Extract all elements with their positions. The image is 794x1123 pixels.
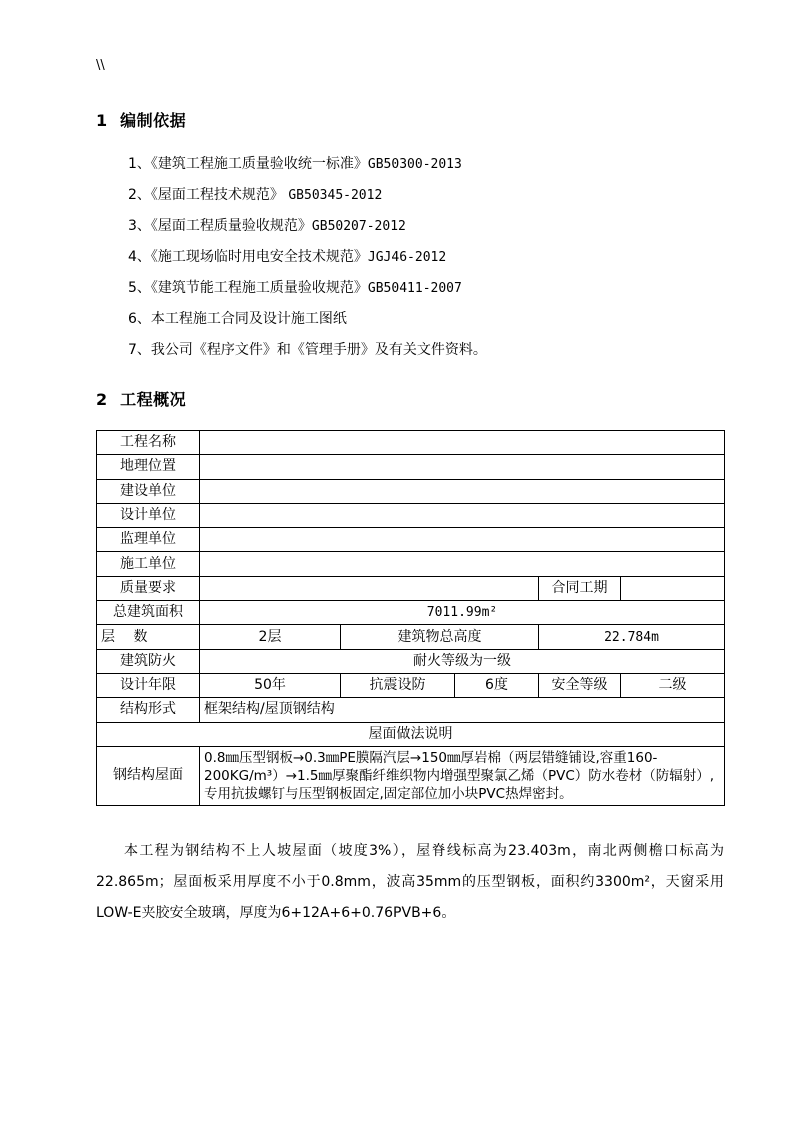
height-value: 22.784m: [539, 625, 725, 649]
contractor-label: 施工单位: [97, 552, 200, 576]
project-summary-paragraph: 本工程为钢结构不上人坡屋面（坡度3%），屋脊线标高为23.403m，南北两侧檐口标高为22.865m；屋面板采用厚度不小于0.8mm，波高35mm的压型钢板，面积约3300m²，天窗采用LOW-E夹胶安全玻璃，厚度为6+12A+6+0.76PVB+6。: [96, 843, 724, 921]
reference-code: GB50207-2012: [311, 219, 406, 234]
seismic-value: 6度: [455, 673, 539, 697]
section-2-title: 工程概况: [120, 390, 187, 409]
structure-label: 结构形式: [97, 698, 200, 722]
design-life-label: 设计年限: [97, 673, 200, 697]
area-label: 总建筑面积: [97, 601, 200, 625]
reference-code: GB50345-2012: [288, 188, 383, 203]
project-name-label: 工程名称: [97, 431, 200, 455]
roof-section-header: 屋面做法说明: [97, 722, 725, 746]
reference-item: [128, 309, 487, 340]
reference-text: 2、《屋面工程技术规范》: [128, 187, 289, 203]
reference-code: JGJ46-2012: [367, 250, 447, 265]
duration-label: 合同工期: [539, 576, 621, 600]
roof-description: 0.8㎜压型钢板→0.3㎜PE膜隔汽层→150㎜厚岩棉（两层错缝铺设,容重160-200KG/m³）→1.5㎜厚聚酯纤维织物内增强型聚氯乙烯（PVC）防水卷材（防辐射）,专用抗拔螺钉与压型钢板固定,固定部位加小块PVC热焊密封。: [200, 746, 725, 805]
table-row: [97, 673, 725, 697]
table-row: [97, 625, 725, 649]
section-1-heading: [96, 108, 186, 131]
reference-code: GB50411-2007: [367, 281, 462, 296]
structure-value: 框架结构/屋顶钢结构: [200, 698, 725, 722]
design-life-value: 50年: [200, 673, 341, 697]
owner-label: 建设单位: [97, 479, 200, 503]
area-value: 7011.99m²: [200, 601, 725, 625]
table-row: [97, 698, 725, 722]
designer-label: 设计单位: [97, 503, 200, 527]
location-value: [200, 455, 725, 479]
reference-text: 6、本工程施工合同及设计施工图纸: [128, 311, 347, 327]
reference-item: [128, 154, 487, 185]
reference-item: [128, 247, 487, 278]
reference-text: 1、《建筑工程施工质量验收统一标准》: [128, 156, 368, 172]
reference-item: [128, 340, 487, 371]
roof-label: 钢结构屋面: [97, 746, 200, 805]
reference-item: [128, 185, 487, 216]
floors-label: 层 数: [97, 625, 200, 649]
safety-label: 安全等级: [539, 673, 621, 697]
table-row: [97, 576, 725, 600]
section-2-heading: [96, 387, 186, 410]
project-name-value: [200, 431, 725, 455]
supervisor-label: 监理单位: [97, 528, 200, 552]
section-1-title: 编制依据: [120, 111, 187, 130]
page-marker: \\: [96, 58, 105, 73]
reference-item: [128, 278, 487, 309]
table-row: [97, 649, 725, 673]
quality-value: [200, 576, 539, 600]
quality-label: 质量要求: [97, 576, 200, 600]
table-row: [97, 552, 725, 576]
table-row: [97, 455, 725, 479]
table-row: [97, 479, 725, 503]
height-label: 建筑物总高度: [341, 625, 539, 649]
fire-label: 建筑防火: [97, 649, 200, 673]
designer-value: [200, 503, 725, 527]
project-overview-table: [96, 430, 725, 806]
section-1-number: 1: [96, 111, 108, 130]
reference-item: [128, 216, 487, 247]
contractor-value: [200, 552, 725, 576]
owner-value: [200, 479, 725, 503]
floors-value: 2层: [200, 625, 341, 649]
table-row: [97, 503, 725, 527]
location-label: 地理位置: [97, 455, 200, 479]
table-row: [97, 722, 725, 746]
seismic-label: 抗震设防: [341, 673, 455, 697]
reference-text: 4、《施工现场临时用电安全技术规范》: [128, 249, 368, 265]
duration-value: [621, 576, 725, 600]
reference-text: 3、《屋面工程质量验收规范》: [128, 218, 312, 234]
reference-text: 5、《建筑节能工程施工质量验收规范》: [128, 280, 368, 296]
table-row: [97, 601, 725, 625]
supervisor-value: [200, 528, 725, 552]
section-2-number: 2: [96, 390, 108, 409]
table-row: [97, 746, 725, 805]
reference-text: 7、我公司《程序文件》和《管理手册》及有关文件资料。: [128, 342, 487, 358]
table-row: [97, 431, 725, 455]
table-row: [97, 528, 725, 552]
reference-list: [128, 154, 487, 371]
reference-code: GB50300-2013: [367, 157, 462, 172]
safety-value: 二级: [621, 673, 725, 697]
fire-value: 耐火等级为一级: [200, 649, 725, 673]
